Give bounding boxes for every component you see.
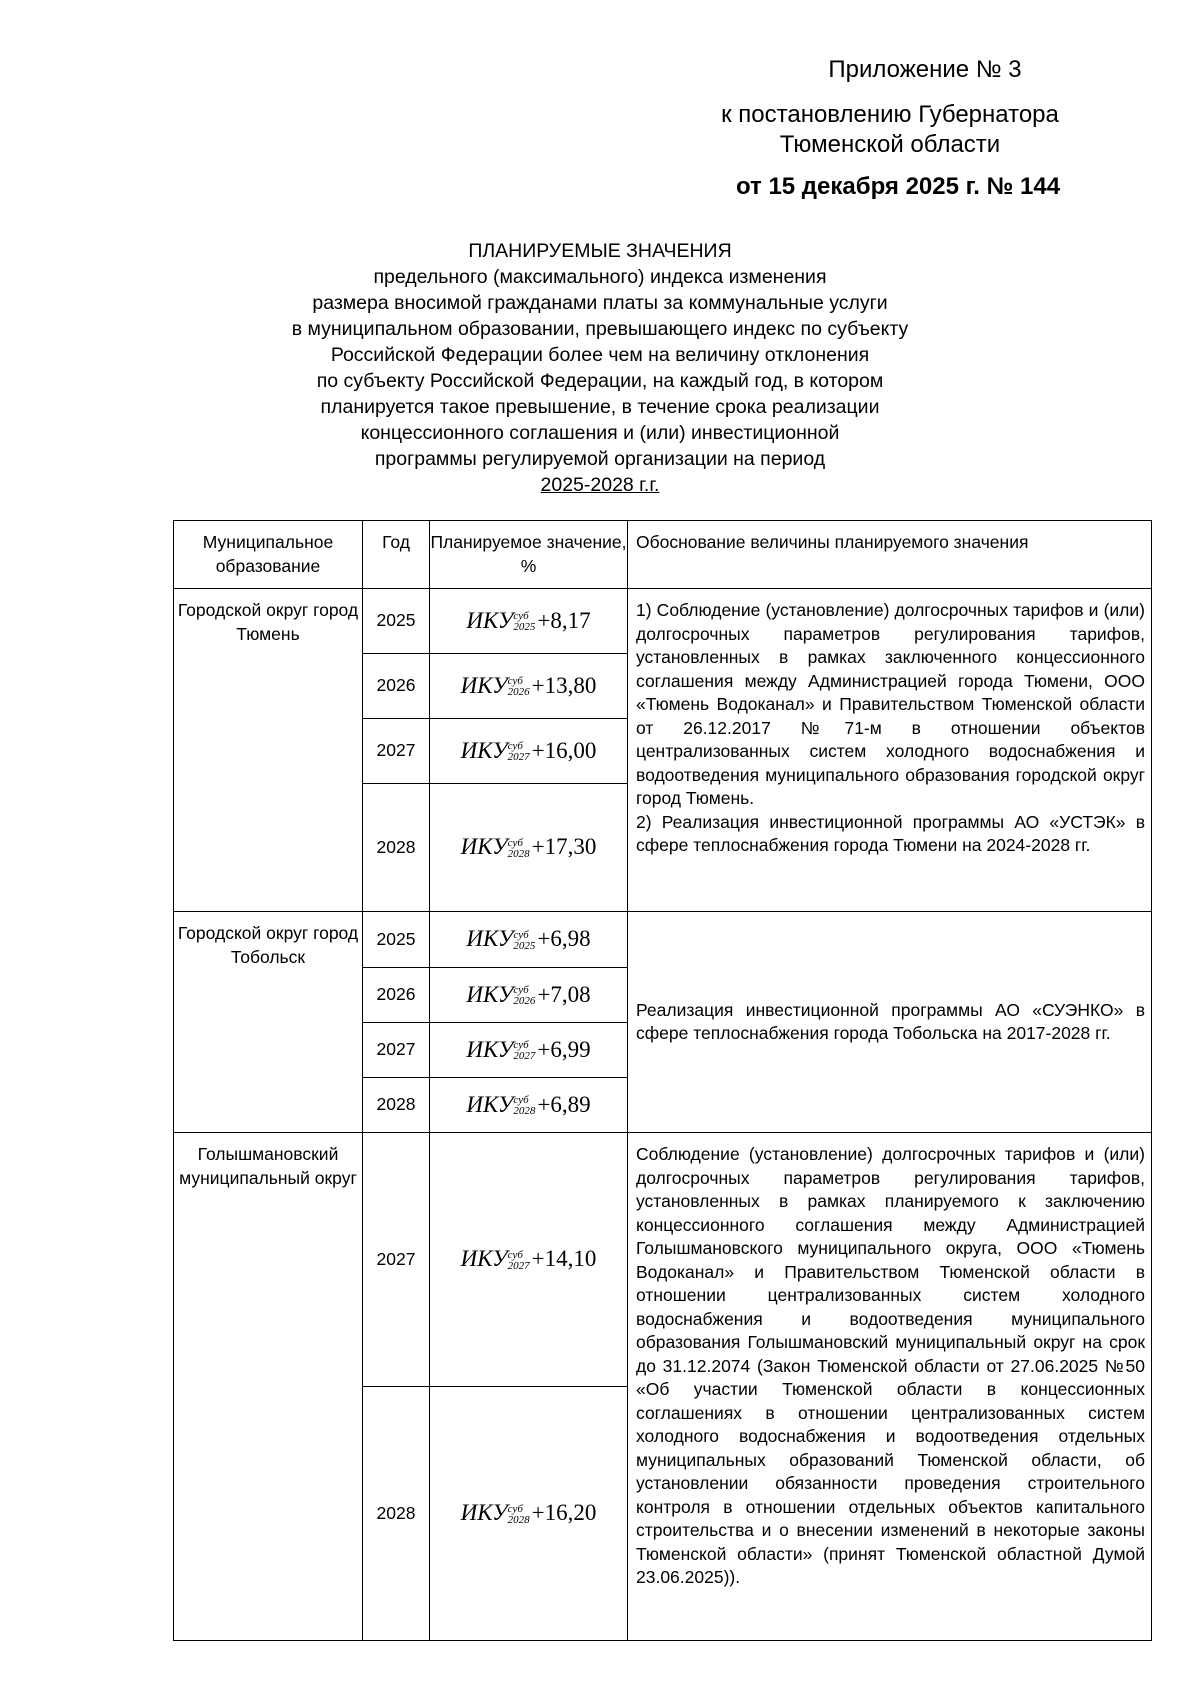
formula-base: ИКУ	[466, 607, 514, 633]
title-line: в муниципальном образовании, превышающего индекс по субъекту	[291, 318, 909, 340]
formula-year: 2026	[507, 686, 530, 699]
planned-value-cell	[430, 784, 628, 912]
decree-reference	[680, 100, 1100, 160]
basis-paragraph: 2) Реализация инвестиционной программы АО «УСТЭК» в сфере теплоснабжения города Тюмени на 2024-2028 гг.	[636, 811, 1145, 855]
formula-sup: суб	[513, 984, 529, 997]
title-period: 2025-2028 г.г.	[540, 474, 660, 496]
title-line: концессионного соглашения и (или) инвестиционной	[360, 422, 840, 444]
formula-addend: +16,20	[531, 1500, 597, 1526]
planned-value-cell	[430, 589, 628, 654]
header-year: Год	[363, 521, 430, 589]
formula-sup: суб	[507, 1502, 523, 1515]
formula-addend: +16,00	[531, 737, 597, 763]
decree-date: от 15 декабря 2025 г. № 144	[735, 173, 1061, 200]
basis-cell	[628, 589, 1152, 912]
formula-addend: +6,89	[537, 1091, 591, 1117]
table-row	[174, 1133, 1152, 1387]
formula-year: 2027	[513, 1050, 536, 1063]
formula-indices	[513, 1095, 535, 1117]
table-header-row	[174, 521, 1152, 589]
title-line: программы регулируемой организации на период	[374, 448, 826, 470]
title-line: размера вносимой гражданами платы за коммунальные услуги	[312, 292, 888, 314]
year-cell: 2027	[363, 1133, 430, 1387]
formula-indices	[513, 985, 535, 1007]
year-cell: 2028	[363, 784, 430, 912]
title-line: предельного (максимального) индекса изменения	[373, 266, 827, 288]
formula-year: 2026	[513, 995, 536, 1008]
municipality-cell: Городской округ город Тюмень	[174, 589, 363, 912]
formula-year: 2025	[513, 939, 536, 952]
formula-indices	[508, 1504, 530, 1526]
formula-sup: суб	[507, 740, 523, 753]
title-line: по субъекту Российской Федерации, на каждый год, в котором	[316, 370, 884, 392]
formula-addend: +8,17	[537, 607, 591, 633]
year-cell: 2025	[363, 589, 430, 654]
planned-values-table	[173, 520, 1152, 1641]
formula-base: ИКУ	[466, 1036, 514, 1062]
planned-value-cell	[430, 654, 628, 719]
formula-year: 2027	[507, 1259, 530, 1272]
year-cell: 2025	[363, 912, 430, 968]
decree-reference-line1: к постановлению Губернатора	[721, 101, 1059, 128]
title-line: ПЛАНИРУЕМЫЕ ЗНАЧЕНИЯ	[468, 240, 732, 262]
formula-indices	[513, 930, 535, 952]
formula-year: 2028	[507, 847, 530, 860]
header-municipality: Муниципальное образование	[174, 521, 363, 589]
basis-paragraph: Реализация инвестиционной программы АО «СУЭНКО» в сфере теплоснабжения города Тобольска на 2017-2028 гг.	[636, 999, 1145, 1043]
formula-indices	[513, 611, 535, 633]
formula-sup: суб	[507, 1248, 523, 1261]
planned-value-cell	[430, 1078, 628, 1133]
formula-indices	[508, 741, 530, 763]
formula-year: 2025	[513, 621, 536, 634]
formula-year: 2028	[507, 1513, 530, 1526]
formula-indices	[513, 1040, 535, 1062]
planned-value-cell	[430, 968, 628, 1023]
formula-sup: суб	[507, 675, 523, 688]
year-cell: 2028	[363, 1078, 430, 1133]
planned-value-cell	[430, 719, 628, 784]
year-cell: 2026	[363, 654, 430, 719]
municipality-cell: Городской округ город Тобольск	[174, 912, 363, 1133]
formula-addend: +14,10	[531, 1246, 597, 1272]
formula-addend: +6,98	[537, 926, 591, 952]
formula-base: ИКУ	[460, 737, 508, 763]
header-basis: Обоснование величины планируемого значения	[628, 521, 1152, 589]
formula-addend: +17,30	[531, 834, 597, 860]
formula-sup: суб	[513, 928, 529, 941]
header-planned-value: Планируемое значение, %	[430, 521, 628, 589]
municipality-cell: Голышмановский муниципальный округ	[174, 1133, 363, 1641]
formula-year: 2027	[507, 751, 530, 764]
basis-paragraph: Соблюдение (установление) долгосрочных тарифов и (или) долгосрочных параметров регулирования тарифов, установленных в рамках планируемого к заключению концессионного соглашения между Администрацией Голышмановского муниципального округа, ООО «Тюмень Водоканал» и Правительством Тюменской области в отношении централизованных систем холодного водоснабжения и водоотведения муниципального образования Голышмановский муниципальный округ на срок до 31.12.2074 (Закон Тюменской области от 27.06.2025 №50 «Об участии Тюменской области в концессионных соглашениях в отношении централизованных систем холодного водоснабжения и водоотведения отдельных муниципальных образований Тюменской области, об установлении обязанности проведения строительного контроля в отношении отдельных объектов капитального строительства и о внесении изменений в некоторые законы Тюменской области» (принят Тюменской областной Думой 23.06.2025)).	[636, 1144, 1145, 1587]
basis-cell	[628, 912, 1152, 1133]
formula-sup: суб	[513, 1039, 529, 1052]
formula-year: 2028	[513, 1105, 536, 1118]
formula-base: ИКУ	[460, 1246, 508, 1272]
formula-addend: +7,08	[537, 981, 591, 1007]
decree-reference-line2: Тюменской области	[779, 131, 1001, 158]
formula-sup: суб	[507, 836, 523, 849]
formula-addend: +13,80	[531, 672, 597, 698]
formula-indices	[508, 676, 530, 698]
formula-indices	[508, 1250, 530, 1272]
formula-base: ИКУ	[466, 1091, 514, 1117]
planned-value-cell	[430, 1387, 628, 1641]
title-line: Российской Федерации более чем на величину отклонения	[330, 344, 870, 366]
formula-base: ИКУ	[460, 1500, 508, 1526]
title-line: планируется такое превышение, в течение срока реализации	[320, 396, 880, 418]
year-cell: 2027	[363, 719, 430, 784]
planned-value-cell	[430, 1133, 628, 1387]
formula-base: ИКУ	[466, 926, 514, 952]
formula-addend: +6,99	[537, 1036, 591, 1062]
appendix-number: Приложение № 3	[828, 56, 1022, 83]
table-row	[174, 912, 1152, 968]
year-cell: 2028	[363, 1387, 430, 1641]
basis-cell	[628, 1133, 1152, 1641]
year-cell: 2026	[363, 968, 430, 1023]
table-row	[174, 589, 1152, 654]
formula-sup: суб	[513, 610, 529, 623]
formula-indices	[508, 838, 530, 860]
formula-base: ИКУ	[466, 981, 514, 1007]
document-title	[240, 238, 960, 498]
basis-paragraph: 1) Соблюдение (установление) долгосрочных тарифов и (или) долгосрочных параметров регулирования тарифов, установленных в рамках заключенного концессионного соглашения между Администрацией города Тюмени, ООО «Тюмень Водоканал» и Правительством Тюменской области от 26.12.2017 №71-м в отношении объектов централизованных систем холодного водоснабжения и водоотведения муниципального образования городской округ город Тюмень.	[636, 600, 1145, 808]
formula-sup: суб	[513, 1094, 529, 1107]
formula-base: ИКУ	[460, 834, 508, 860]
planned-value-cell	[430, 912, 628, 968]
formula-base: ИКУ	[460, 672, 508, 698]
planned-value-cell	[430, 1023, 628, 1078]
year-cell: 2027	[363, 1023, 430, 1078]
